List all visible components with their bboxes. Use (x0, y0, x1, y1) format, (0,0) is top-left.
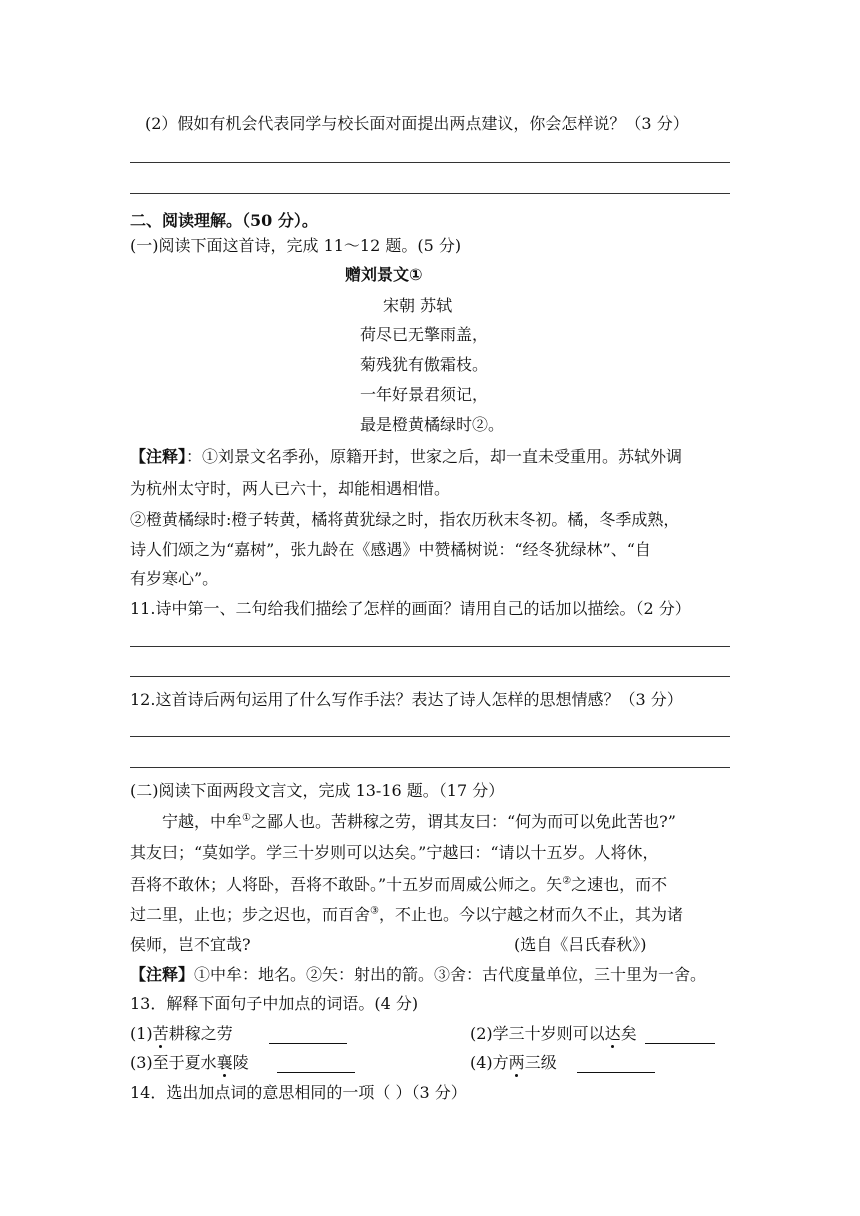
passage-text: 宁越，中牟 (162, 812, 243, 831)
answer-blank[interactable] (577, 1056, 655, 1073)
question-13: 13．解释下面句子中加点的词语。(4 分) (130, 994, 419, 1013)
dotted-word: 达 (604, 1024, 621, 1043)
passage-line: 其友曰；“莫如学。学三十岁则可以达矣。”宁越曰：“请以十五岁。人将休， (130, 843, 659, 862)
poem-line: 一年好景君须记， (360, 385, 489, 404)
question-10-2: (2）假如有机会代表同学与校长面对面提出两点建议，你会怎样说？（3 分） (145, 114, 689, 133)
notes-text: 诗人们颂之为“嘉树”，张九龄在《感遇》中赞橘树说：“经冬犹绿林”、“自 (130, 540, 651, 559)
answer-line[interactable] (130, 767, 730, 768)
dotted-word: 两 (508, 1053, 525, 1072)
footnote-marker: ② (562, 875, 572, 887)
answer-blank[interactable] (645, 1027, 715, 1044)
item-text: (2)学三十岁则可以 (470, 1024, 605, 1043)
notes-text: ：①刘景文名季孙，原籍开封，世家之后，却一直未受重用。苏轼外调 (186, 447, 683, 466)
part-2-intro: (二)阅读下面两段文言文，完成 13-16 题。（17 分） (130, 781, 505, 800)
item-text: 耕稼之劳 (168, 1024, 233, 1043)
poem-line: 菊残犹有傲霜枝。 (360, 355, 489, 374)
passage-text: 之鄙人也。苦耕稼之劳，谓其友曰：“何为而可以免此苦也?” (250, 812, 676, 831)
part-1-intro: (一)阅读下面这首诗，完成 11～12 题。(5 分) (130, 236, 462, 255)
notes-label: 【注释】 (130, 965, 195, 984)
passage-line: 侯师，岂不宜哉? (130, 935, 251, 954)
q13-item-1 (130, 1024, 347, 1044)
answer-line[interactable] (130, 676, 730, 677)
item-text: 陵 (232, 1053, 249, 1072)
passage-notes (130, 965, 706, 985)
answer-line[interactable] (130, 736, 730, 737)
passage-line (130, 905, 683, 925)
answer-line[interactable] (130, 162, 730, 163)
passage-source: (选自《吕氏春秋》) (514, 935, 647, 954)
passage-line (162, 812, 676, 832)
dotted-word: 苦 (152, 1024, 169, 1043)
q13-item-4 (470, 1053, 655, 1073)
passage-text: ，不止也。今以宁越之材而久不止，其为诸 (378, 905, 683, 924)
answer-blank[interactable] (269, 1027, 347, 1044)
dotted-word: 襄 (216, 1053, 233, 1072)
poem-notes (130, 447, 682, 467)
passage-text: 吾将不敢休；人将卧，吾将不敢卧。”十五岁而周威公师之。矢 (130, 875, 563, 894)
footnote-marker: ③ (370, 905, 379, 917)
poem-line: 最是橙黄橘绿时②。 (360, 415, 505, 434)
item-text: (4)方 (470, 1053, 509, 1072)
question-12: 12.这首诗后两句运用了什么写作手法？表达了诗人怎样的思想情感？（3 分） (130, 690, 683, 709)
passage-text: 过二里，止也；步之迟也，而百舍 (130, 905, 371, 924)
q13-item-2 (470, 1024, 715, 1044)
poem-line: 荷尽已无擎雨盖， (360, 325, 489, 344)
item-text: (3)至于夏水 (130, 1053, 217, 1072)
notes-label: 【注释】 (130, 447, 187, 466)
answer-blank[interactable] (277, 1056, 355, 1073)
item-text: (1) (130, 1024, 153, 1043)
notes-text: 为杭州太守时，两人已六十，却能相遇相惜。 (130, 479, 451, 498)
notes-text: ②橙黄橘绿时:橙子转黄，橘将黄犹绿之时，指农历秋末冬初。橘，冬季成熟， (130, 510, 680, 529)
item-text: 三级 (524, 1053, 557, 1072)
question-11: 11.诗中第一、二句给我们描绘了怎样的画面？请用自己的话加以描绘。（2 分） (130, 599, 691, 618)
notes-text: 有岁寒心”。 (130, 569, 219, 588)
question-14: 14．选出加点词的意思相同的一项（ ）（3 分） (130, 1083, 467, 1102)
section-2-title: 二、阅读理解。（50 分）。 (130, 211, 318, 230)
notes-text: ①中牟：地名。②矢：射出的箭。③舍：古代度量单位，三十里为一舍。 (194, 965, 707, 984)
q13-item-3 (130, 1053, 355, 1073)
footnote-marker: ① (242, 812, 251, 824)
passage-text: 之速也，而不 (571, 875, 668, 894)
item-text: 矣 (620, 1024, 637, 1043)
poem-author: 宋朝 苏轼 (383, 296, 453, 315)
answer-line[interactable] (130, 193, 730, 194)
poem-title: 赠刘景文① (345, 265, 423, 284)
passage-line (130, 875, 667, 895)
answer-line[interactable] (130, 646, 730, 647)
